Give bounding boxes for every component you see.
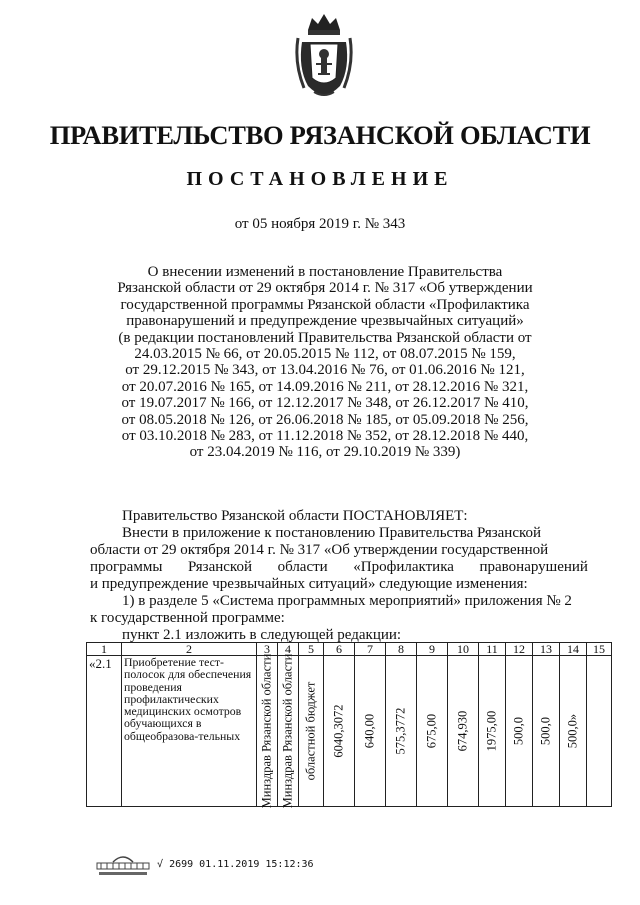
document-type: ПОСТАНОВЛЕНИЕ (186, 168, 454, 190)
subject-line: от 03.10.2018 № 283, от 11.12.2018 № 352, от 28.12.2018 № 440, (121, 428, 529, 445)
item-sub-line: пункт 2.1 изложить в следующей редакции: (122, 627, 402, 643)
value-cell (587, 656, 612, 807)
intro-line: Внести в приложение к постановлению Правительства Рязанской (122, 525, 542, 541)
subject-line: государственной программы Рязанской области «Профилактика (120, 296, 530, 313)
column-number: 5 (299, 643, 324, 656)
coat-of-arms-emblem (294, 8, 354, 100)
value-cell: 640,00 (355, 656, 386, 807)
value-cell: 6040,3072 (324, 656, 355, 807)
column-number: 10 (448, 643, 479, 656)
intro-line: области от 29 октября 2014 г. № 317 «Об утверждении государственной (90, 542, 549, 558)
intro-line-spread: программы Рязанской области «Профилактика правонарушений (90, 559, 588, 575)
item-line: 1) в разделе 5 «Система программных мероприятий» приложения № 2 (122, 593, 572, 609)
subject-line: 24.03.2015 № 66, от 20.05.2015 № 112, от 08.07.2015 № 159, (134, 346, 516, 363)
column-number: 13 (533, 643, 560, 656)
subject-line: Рязанской области от 29 октября 2014 г. № 317 «Об утверждении (117, 280, 533, 297)
column-number: 9 (417, 643, 448, 656)
subject-line: от 20.07.2016 № 165, от 14.09.2016 № 211, от 28.12.2016 № 321, (121, 378, 529, 395)
subject-line: от 23.04.2019 № 116, от 29.10.2019 № 339) (189, 444, 461, 461)
value-cell: 500,0 (506, 656, 533, 807)
item-line: к государственной программе: (90, 610, 285, 626)
subject-line: О внесении изменений в постановление Правительства (147, 264, 503, 280)
coexecutor-cell: Минздрав Рязанской области (278, 656, 299, 807)
value-cell: 500,0 (533, 656, 560, 807)
subject-line: правонарушений и предупреждение чрезвычайных ситуаций» (126, 313, 524, 330)
value-cell: 674,930 (448, 656, 479, 807)
value-cell: 575,3772 (386, 656, 417, 807)
column-number: 14 (560, 643, 587, 656)
column-number: 6 (324, 643, 355, 656)
registry-stamp-logo (95, 852, 151, 878)
column-number: 3 (257, 643, 278, 656)
value-cell: 500,0» (560, 656, 587, 807)
document-body (90, 508, 588, 644)
column-number: 15 (587, 643, 612, 656)
source-cell: областной бюджет (299, 656, 324, 807)
value-cell: 1975,00 (479, 656, 506, 807)
date-number: от 05 ноября 2019 г. № 343 (234, 216, 406, 232)
column-number: 1 (87, 643, 122, 656)
column-number: 4 (278, 643, 299, 656)
column-number: 11 (479, 643, 506, 656)
program-table (86, 642, 612, 807)
subject-line: от 19.07.2017 № 166, от 12.12.2017 № 348, от 26.12.2017 № 410, (121, 395, 529, 412)
executor-cell: Минздрав Рязанской области (257, 656, 278, 807)
document-subject (95, 264, 555, 461)
column-number: 12 (506, 643, 533, 656)
subject-line: (в редакции постановлений Правительства Рязанской области от (118, 329, 532, 346)
check-icon: √ (157, 859, 164, 870)
intro-line: и предупреждение чрезвычайных ситуаций» следующие изменения: (90, 576, 528, 592)
column-number: 2 (122, 643, 257, 656)
subject-line: от 29.12.2015 № 343, от 13.04.2016 № 76, от 01.06.2016 № 121, (125, 362, 525, 379)
registration-stamp (157, 859, 314, 870)
decree-line: Правительство Рязанской области ПОСТАНОВЛЯЕТ: (122, 508, 468, 524)
table-row (87, 656, 612, 807)
row-name: Приобретение тест-полосок для обеспечения проведения профилактических медицинских осмотров обучающихся в общеобразова-тельных (122, 656, 257, 807)
column-number: 8 (386, 643, 417, 656)
column-number: 7 (355, 643, 386, 656)
row-number: «2.1 (87, 656, 122, 807)
organization-title: ПРАВИТЕЛЬСТВО РЯЗАНСКОЙ ОБЛАСТИ (49, 120, 591, 150)
table-header-row (87, 643, 612, 656)
value-cell: 675,00 (417, 656, 448, 807)
subject-line: от 08.05.2018 № 126, от 26.06.2018 № 185, от 05.09.2018 № 256, (121, 411, 529, 428)
registration-text: 2699 01.11.2019 15:12:36 (169, 859, 314, 870)
